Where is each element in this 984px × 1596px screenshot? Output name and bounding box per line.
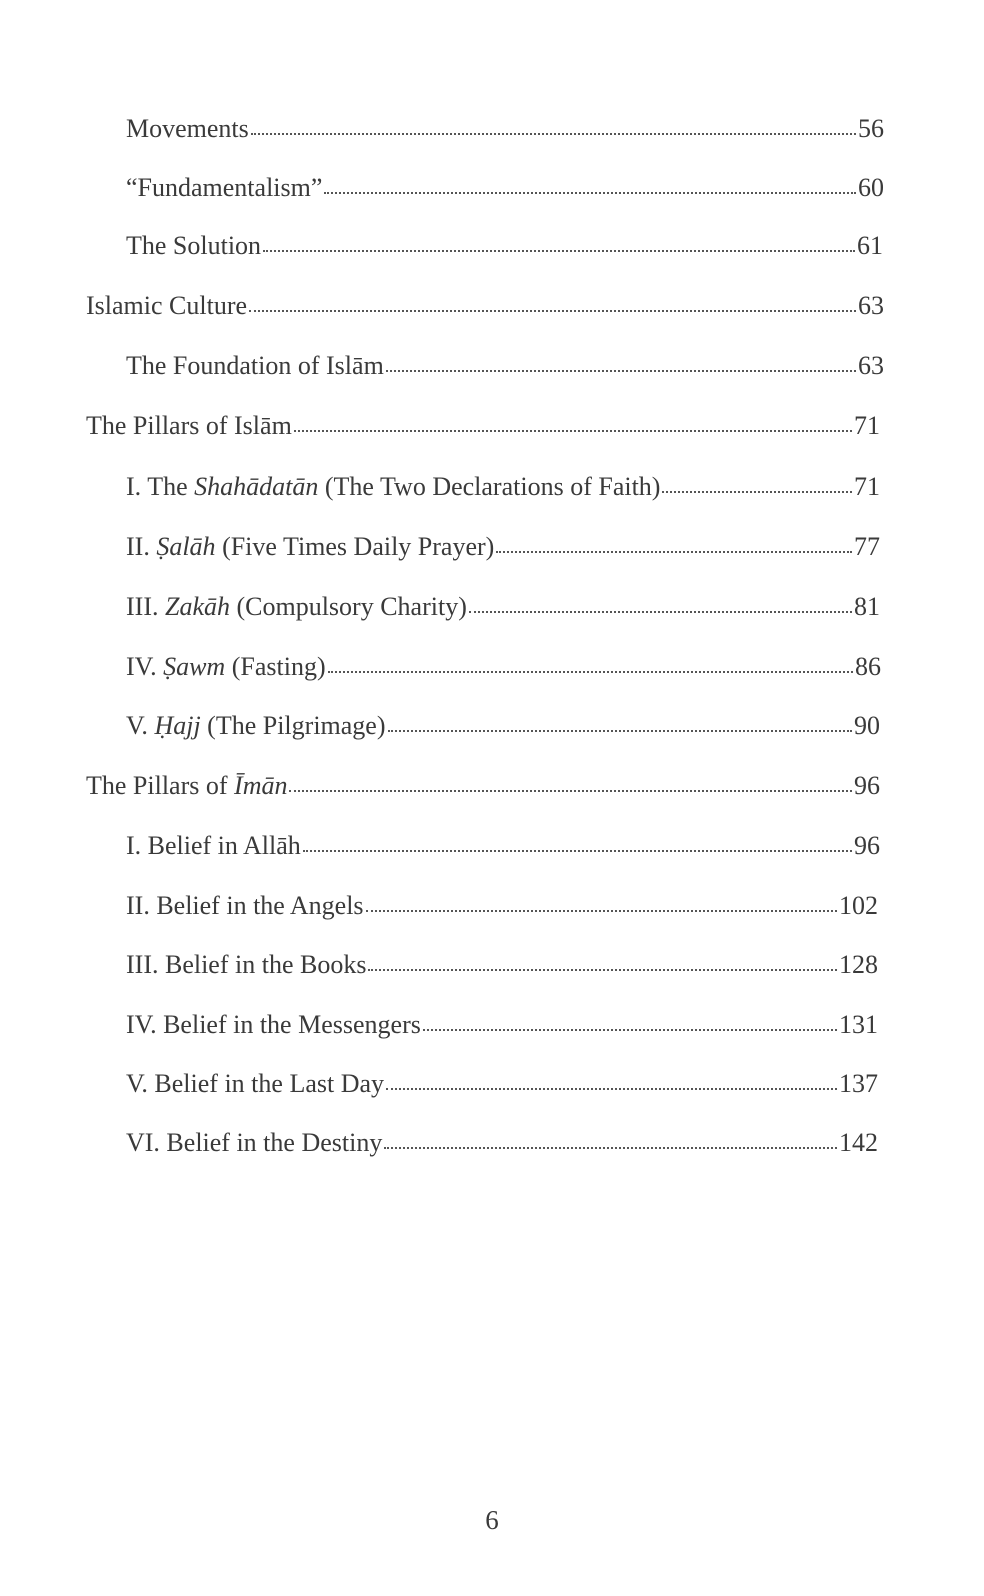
dot-leader [366,894,837,914]
toc-entry-title [86,769,287,803]
toc-entry[interactable] [126,590,880,624]
title-suffix: (Five Times Daily Prayer) [215,532,495,561]
dot-leader [423,1013,837,1033]
toc-entry-page: 128 [839,950,878,979]
toc-entry-title: Movements [126,114,249,143]
toc-entry[interactable] [86,409,880,443]
title-italic-term: Īmān [234,771,288,800]
toc-entry-title: I. Belief in Allāh [126,831,301,860]
toc-entry-title: The Pillars of Islām [86,411,292,440]
toc-entry-page: 63 [858,291,884,320]
dot-leader [386,1072,837,1092]
toc-entry-page: 56 [858,114,884,143]
dot-leader [289,774,852,794]
toc-entry-title [126,470,660,504]
toc-entry-page: 71 [854,411,880,440]
toc-entry[interactable] [126,229,883,263]
toc-entry-page: 81 [854,592,880,621]
title-italic-term: Ṣalāh [156,532,216,561]
toc-entry-page: 102 [839,891,878,920]
toc-entry-page: 142 [839,1128,878,1157]
title-italic-term: Shahādatān [194,472,319,501]
toc-entry-page: 131 [839,1010,878,1039]
toc-entry-title [126,590,467,624]
toc-entry-page: 61 [857,231,883,260]
toc-entry-title: Islamic Culture [86,291,248,320]
title-suffix: (The Pilgrimage) [200,711,386,740]
title-prefix: III. [126,592,165,621]
toc-entry-title [126,650,326,684]
toc-entry[interactable] [126,1008,878,1042]
toc-entry-page: 77 [854,532,880,561]
toc-entry-title [126,530,494,564]
page-number: 6 [485,1505,499,1535]
toc-entry-page: 90 [854,711,880,740]
toc-entry-title: II. Belief in the Angels [126,891,364,920]
dot-leader [303,834,852,854]
toc-entry[interactable] [126,650,881,684]
dot-leader [662,475,852,495]
title-prefix: The Pillars of [86,771,235,800]
dot-leader [386,354,856,374]
toc-entry-title: V. Belief in the Last Day [126,1069,385,1098]
toc-entry[interactable] [126,889,878,923]
title-prefix: V. [126,711,155,740]
title-italic-term: Ḥajj [154,711,201,740]
toc-entry-title: VI. Belief in the Destiny [126,1128,383,1157]
toc-entry-page: 63 [858,351,884,380]
title-italic-term: Zakāh [164,592,230,621]
title-prefix: IV. [126,652,164,681]
dot-leader [263,234,855,254]
toc-entry-page: 96 [854,831,880,860]
dot-leader [249,294,856,314]
title-suffix: (Fasting) [225,652,326,681]
toc-entry-title: The Solution [126,231,262,260]
dot-leader [324,176,856,196]
dot-leader [388,714,852,734]
title-prefix: I. The [126,472,195,501]
title-prefix: II. [126,532,157,561]
toc-entry[interactable] [126,948,878,982]
dot-leader [496,535,852,555]
dot-leader [469,595,852,615]
toc-entry-page: 71 [854,472,880,501]
dot-leader [384,1131,837,1151]
toc-entry[interactable] [126,1067,878,1101]
toc-entry[interactable] [126,112,884,146]
title-italic-term: Ṣawm [163,652,226,681]
title-suffix: (The Two Declarations of Faith) [318,472,661,501]
toc-entry[interactable] [126,470,880,504]
toc-entry[interactable] [126,171,884,205]
toc-entry-title: “Fundamentalism” [126,173,323,202]
title-suffix: (Compulsory Charity) [229,592,467,621]
toc-entry-page: 137 [839,1069,878,1098]
toc-entry-title: IV. Belief in the Messengers [126,1010,421,1039]
toc-entry[interactable] [126,349,884,383]
toc-entry-title [126,709,386,743]
toc-entry-page: 60 [858,173,884,202]
toc-entry[interactable] [126,530,880,564]
toc-entry[interactable] [126,709,880,743]
toc-entry-page: 86 [855,652,881,681]
dot-leader [251,117,856,137]
toc-entry-page: 96 [854,771,880,800]
toc-entry-title: The Foundation of Islām [126,351,384,380]
toc-entry-title: III. Belief in the Books [126,950,367,979]
dot-leader [368,953,837,973]
toc-entry[interactable] [86,769,880,803]
toc-entry[interactable] [126,1126,878,1160]
toc-entry[interactable] [126,829,880,863]
toc-entry[interactable] [86,289,884,323]
dot-leader [294,414,852,434]
dot-leader [328,655,853,675]
